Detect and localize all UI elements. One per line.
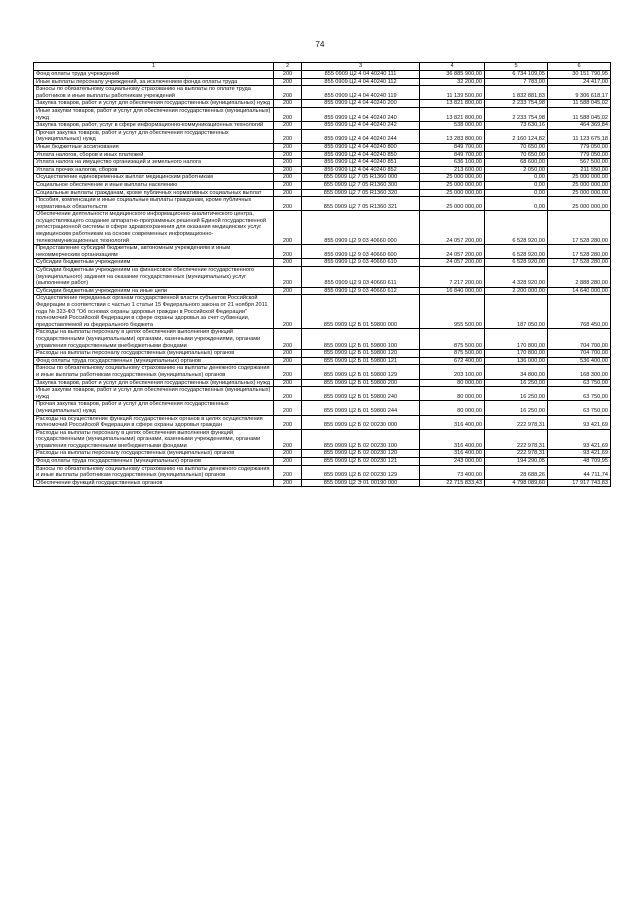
- row-name: Предоставление субсидий бюджетным, автономным учреждениям и иным некоммерческим организациям: [34, 245, 274, 259]
- header-col-1: 1: [34, 63, 274, 71]
- row-approved-amount: 875 500,00: [420, 350, 485, 358]
- table-row: [34, 379, 611, 387]
- row-approved-amount: 243 000,00: [420, 458, 485, 466]
- table-row: [34, 86, 611, 100]
- table-row: [34, 465, 611, 479]
- row-unexecuted-amount: 779 050,00: [548, 143, 611, 151]
- row-executed-amount: 222 978,31: [485, 450, 548, 458]
- table-row: [34, 78, 611, 86]
- table-row: [34, 401, 611, 415]
- row-approved-amount: 73 400,00: [420, 465, 485, 479]
- row-approved-amount: 849 700,00: [420, 151, 485, 159]
- row-name: Расходы на осуществление функций государственных органов в целях осуществления полномочий Российской Федерации в сфере охраны здоровья граждан: [34, 415, 274, 429]
- row-approved-amount: 24 057 200,00: [420, 245, 485, 259]
- row-line-code: 200: [274, 415, 302, 429]
- row-executed-amount: 70 650,00: [485, 151, 548, 159]
- row-approved-amount: 875 500,00: [420, 329, 485, 350]
- row-budget-code: 855 0909 Ц2 4 04 40240 119: [302, 86, 420, 100]
- row-line-code: 200: [274, 329, 302, 350]
- row-line-code: 200: [274, 71, 302, 79]
- row-budget-code: 855 0909 Ц2 9 03 40660 000: [302, 211, 420, 245]
- row-approved-amount: 7 217 200,00: [420, 267, 485, 288]
- table-row: [34, 245, 611, 259]
- table-row: [34, 365, 611, 379]
- row-budget-code: 855 0909 Ц2 4 04 40240 112: [302, 78, 420, 86]
- row-budget-code: 855 0909 Ц2 Э 01 00190 000: [302, 479, 420, 487]
- row-unexecuted-amount: 30 151 790,95: [548, 71, 611, 79]
- row-name: Расходы на выплаты персоналу в целях обеспечения выполнения функций государственными (муниципальными) органами, казенными учреждениями, органами управления государственными внебюджетными фондами: [34, 429, 274, 450]
- header-row: [34, 63, 611, 71]
- table-row: [34, 357, 611, 365]
- row-line-code: 200: [274, 387, 302, 401]
- row-line-code: 200: [274, 197, 302, 211]
- table-row: [34, 295, 611, 329]
- row-name: Закупка товаров, работ и услуг для обеспечения государственных (муниципальных) нужд: [34, 379, 274, 387]
- row-approved-amount: 316 400,00: [420, 415, 485, 429]
- row-budget-code: 855 0909 Ц2 Б 02 00230 100: [302, 429, 420, 450]
- row-unexecuted-amount: 768 450,00: [548, 295, 611, 329]
- table-row: [34, 71, 611, 79]
- row-name: Уплата налога на имущество организаций и земельного налога: [34, 159, 274, 167]
- row-name: Обеспечение деятельности медицинского информационно-аналитического центра, осуществляющего создание аппаратно-программных решений Единой государственной регистрационной системы в сфере здравоохранения для оказания медицинских услуг медицинским работникам на основе современных информационно-телекоммуникационных технологий: [34, 211, 274, 245]
- row-name: Прочая закупка товаров, работ и услуг для обеспечения государственных (муниципальных) нужд: [34, 401, 274, 415]
- row-approved-amount: 16 840 000,00: [420, 287, 485, 295]
- row-budget-code: 855 0909 Ц2 Б 02 00230 129: [302, 465, 420, 479]
- header-col-4: 4: [420, 63, 485, 71]
- row-unexecuted-amount: 17 528 280,00: [548, 245, 611, 259]
- row-line-code: 200: [274, 379, 302, 387]
- row-unexecuted-amount: 11 588 045,02: [548, 107, 611, 121]
- row-line-code: 200: [274, 166, 302, 174]
- row-budget-code: 855 0909 Ц2 Б 01 59800 200: [302, 379, 420, 387]
- row-line-code: 200: [274, 365, 302, 379]
- row-executed-amount: 16 250,00: [485, 387, 548, 401]
- row-executed-amount: 0,00: [485, 189, 548, 197]
- row-name: Уплата прочих налогов, сборов: [34, 166, 274, 174]
- row-executed-amount: 6 528 920,00: [485, 259, 548, 267]
- row-name: Социальные выплаты гражданам, кроме публичных нормативных социальных выплат: [34, 189, 274, 197]
- row-name: Иные выплаты персоналу учреждений, за исключением фонда оплаты труда: [34, 78, 274, 86]
- header-col-5: 5: [485, 63, 548, 71]
- row-line-code: 200: [274, 174, 302, 182]
- header-col-2: 2: [274, 63, 302, 71]
- row-line-code: 200: [274, 159, 302, 167]
- table-row: [34, 129, 611, 143]
- row-budget-code: 855 0909 Ц2 4 04 40240 200: [302, 100, 420, 108]
- row-executed-amount: 34 800,00: [485, 365, 548, 379]
- row-budget-code: 855 0909 Ц2 Б 01 59800 100: [302, 329, 420, 350]
- row-unexecuted-amount: 464 369,84: [548, 122, 611, 130]
- row-approved-amount: 22 715 833,43: [420, 479, 485, 487]
- row-line-code: 200: [274, 429, 302, 450]
- row-unexecuted-amount: 17 528 280,00: [548, 259, 611, 267]
- row-unexecuted-amount: 704 700,00: [548, 350, 611, 358]
- row-executed-amount: 0,00: [485, 197, 548, 211]
- row-name: Прочая закупка товаров, работ и услуг для обеспечения государственных (муниципальных) нужд: [34, 129, 274, 143]
- table-row: [34, 259, 611, 267]
- row-unexecuted-amount: 17 528 280,00: [548, 211, 611, 245]
- table-row: [34, 143, 611, 151]
- row-name: Взносы по обязательному социальному страхованию на выплаты денежного содержания и иные выплаты работникам государственных (муниципальных) органов: [34, 465, 274, 479]
- row-executed-amount: 0,00: [485, 181, 548, 189]
- table-row: [34, 174, 611, 182]
- row-line-code: 200: [274, 259, 302, 267]
- header-col-6: 6: [548, 63, 611, 71]
- row-approved-amount: 25 000 000,00: [420, 181, 485, 189]
- row-unexecuted-amount: 11 588 045,02: [548, 100, 611, 108]
- row-approved-amount: 316 400,00: [420, 450, 485, 458]
- row-unexecuted-amount: 25 000 000,00: [548, 181, 611, 189]
- row-approved-amount: 80 000,00: [420, 401, 485, 415]
- row-unexecuted-amount: 704 700,00: [548, 329, 611, 350]
- row-name: Социальное обеспечение и иные выплаты населению: [34, 181, 274, 189]
- row-unexecuted-amount: 44 711,74: [548, 465, 611, 479]
- row-name: Иные закупки товаров, работ и услуг для обеспечения государственных (муниципальных) нужд: [34, 107, 274, 121]
- row-budget-code: 855 0909 Ц2 Б 01 59800 120: [302, 350, 420, 358]
- row-approved-amount: 80 000,00: [420, 379, 485, 387]
- table-row: [34, 429, 611, 450]
- table-row: [34, 450, 611, 458]
- row-executed-amount: 222 978,31: [485, 415, 548, 429]
- table-body: [34, 71, 611, 487]
- row-unexecuted-amount: 93 421,69: [548, 429, 611, 450]
- row-budget-code: 855 0909 Ц2 Б 01 59800 244: [302, 401, 420, 415]
- row-name: Субсидии бюджетным учреждениям: [34, 259, 274, 267]
- row-line-code: 200: [274, 357, 302, 365]
- row-line-code: 200: [274, 458, 302, 466]
- row-executed-amount: 136 000,00: [485, 357, 548, 365]
- row-budget-code: 855 0909 Ц2 Б 01 59800 240: [302, 387, 420, 401]
- row-name: Фонд оплаты труда учреждений: [34, 71, 274, 79]
- row-unexecuted-amount: 63 750,00: [548, 379, 611, 387]
- row-name: Расходы на выплаты персоналу в целях обеспечения выполнения функций государственными (муниципальными) органами, казенными учреждениями, органами управления государственными внебюджетными фондами: [34, 329, 274, 350]
- row-executed-amount: 2 233 754,98: [485, 107, 548, 121]
- table-row: [34, 329, 611, 350]
- row-approved-amount: 25 000 000,00: [420, 197, 485, 211]
- row-approved-amount: 672 400,00: [420, 357, 485, 365]
- row-budget-code: 855 0909 Ц2 7 05 R1360 000: [302, 174, 420, 182]
- row-executed-amount: 170 800,00: [485, 350, 548, 358]
- row-budget-code: 855 0909 Ц2 Б 02 00230 121: [302, 458, 420, 466]
- table-row: [34, 107, 611, 121]
- row-executed-amount: 70 650,00: [485, 143, 548, 151]
- row-name: Закупка товаров, работ, услуг в сфере информационно-коммуникационных технологий: [34, 122, 274, 130]
- row-unexecuted-amount: 24 417,00: [548, 78, 611, 86]
- row-unexecuted-amount: 63 750,00: [548, 401, 611, 415]
- row-line-code: 200: [274, 189, 302, 197]
- row-line-code: 200: [274, 287, 302, 295]
- row-budget-code: 855 0909 Ц2 4 04 40240 244: [302, 129, 420, 143]
- row-name: Осуществление переданных органам государственной власти субъектов Российской Федерации в соответствии с частью 1 статьи 15 Федерального закона от 21 ноября 2011 года № 323-ФЗ "Об основах охраны здоровья граждан в Российской Федерации" полномочий Российской Федерации в сфере охраны здоровья за счет субвенции, предоставляемой из федерального бюджета: [34, 295, 274, 329]
- row-executed-amount: 2 233 754,98: [485, 100, 548, 108]
- row-budget-code: 855 0909 Ц2 Б 02 00230 000: [302, 415, 420, 429]
- row-budget-code: 855 0909 Ц2 7 05 R1360 320: [302, 189, 420, 197]
- row-line-code: 200: [274, 350, 302, 358]
- row-approved-amount: 25 000 000,00: [420, 174, 485, 182]
- row-budget-code: 855 0909 Ц2 4 04 40240 242: [302, 122, 420, 130]
- row-executed-amount: 0,00: [485, 174, 548, 182]
- row-executed-amount: 28 688,26: [485, 465, 548, 479]
- table-row: [34, 267, 611, 288]
- table-row: [34, 458, 611, 466]
- row-budget-code: 855 0909 Ц2 9 03 40660 610: [302, 259, 420, 267]
- row-approved-amount: 24 057 200,00: [420, 259, 485, 267]
- row-name: Осуществление единовременных выплат медицинским работникам: [34, 174, 274, 182]
- row-approved-amount: 955 500,00: [420, 295, 485, 329]
- row-approved-amount: 32 200,00: [420, 78, 485, 86]
- row-executed-amount: 222 978,31: [485, 429, 548, 450]
- table-row: [34, 189, 611, 197]
- row-line-code: 200: [274, 86, 302, 100]
- row-approved-amount: 80 000,00: [420, 387, 485, 401]
- table-row: [34, 287, 611, 295]
- budget-execution-table: [33, 62, 611, 487]
- table-row: [34, 479, 611, 487]
- row-unexecuted-amount: 14 640 000,00: [548, 287, 611, 295]
- row-line-code: 200: [274, 295, 302, 329]
- row-approved-amount: 13 821 800,00: [420, 107, 485, 121]
- row-unexecuted-amount: 2 888 280,00: [548, 267, 611, 288]
- row-approved-amount: 203 100,00: [420, 365, 485, 379]
- row-unexecuted-amount: 11 123 675,18: [548, 129, 611, 143]
- table-row: [34, 197, 611, 211]
- row-approved-amount: 24 057 200,00: [420, 211, 485, 245]
- row-name: Расходы на выплаты персоналу государственных (муниципальных) органов: [34, 350, 274, 358]
- table-row: [34, 159, 611, 167]
- row-name: Расходы на выплаты персоналу государственных (муниципальных) органов: [34, 450, 274, 458]
- row-budget-code: 855 0909 Ц2 Б 01 59800 129: [302, 365, 420, 379]
- row-line-code: 200: [274, 479, 302, 487]
- row-executed-amount: 2 160 124,82: [485, 129, 548, 143]
- row-unexecuted-amount: 25 000 000,00: [548, 189, 611, 197]
- row-line-code: 200: [274, 100, 302, 108]
- row-unexecuted-amount: 211 550,00: [548, 166, 611, 174]
- row-approved-amount: 13 821 800,00: [420, 100, 485, 108]
- row-budget-code: 855 0909 Ц2 9 03 40660 600: [302, 245, 420, 259]
- row-executed-amount: 170 800,00: [485, 329, 548, 350]
- row-line-code: 200: [274, 122, 302, 130]
- table-row: [34, 350, 611, 358]
- row-line-code: 200: [274, 450, 302, 458]
- row-unexecuted-amount: 93 421,69: [548, 450, 611, 458]
- row-name: Иные закупки товаров, работ и услуг для обеспечения государственных (муниципальных) нужд: [34, 387, 274, 401]
- row-budget-code: 855 0909 Ц2 4 04 40240 851: [302, 159, 420, 167]
- row-budget-code: 855 0909 Ц2 4 04 40240 240: [302, 107, 420, 121]
- row-executed-amount: 194 290,05: [485, 458, 548, 466]
- row-unexecuted-amount: 779 050,00: [548, 151, 611, 159]
- table-row: [34, 181, 611, 189]
- row-budget-code: 855 0909 Ц2 Б 01 59800 121: [302, 357, 420, 365]
- row-executed-amount: 6 734 109,05: [485, 71, 548, 79]
- table-row: [34, 100, 611, 108]
- row-budget-code: 855 0909 Ц2 4 04 40240 850: [302, 151, 420, 159]
- row-name: Субсидии бюджетным учреждениям на финансовое обеспечение государственного (муниципального) задания на оказание государственных (муниципальных) услуг (выполнение работ): [34, 267, 274, 288]
- row-approved-amount: 13 283 800,00: [420, 129, 485, 143]
- row-budget-code: 855 0909 Ц2 7 05 R1360 321: [302, 197, 420, 211]
- row-executed-amount: 73 630,16: [485, 122, 548, 130]
- row-line-code: 200: [274, 151, 302, 159]
- row-unexecuted-amount: 168 300,00: [548, 365, 611, 379]
- row-executed-amount: 7 783,00: [485, 78, 548, 86]
- row-budget-code: 855 0909 Ц2 Б 01 59800 000: [302, 295, 420, 329]
- table-row: [34, 122, 611, 130]
- table-row: [34, 166, 611, 174]
- row-approved-amount: 36 885 900,00: [420, 71, 485, 79]
- row-name: Обеспечение функций государственных органов: [34, 479, 274, 487]
- row-budget-code: 855 0909 Ц2 4 04 40240 800: [302, 143, 420, 151]
- row-line-code: 200: [274, 465, 302, 479]
- row-executed-amount: 6 528 920,00: [485, 211, 548, 245]
- row-name: Взносы по обязательному социальному страхованию на выплаты по оплате труда работников и иные выплаты работникам учреждений: [34, 86, 274, 100]
- table-row: [34, 211, 611, 245]
- row-executed-amount: 16 250,00: [485, 401, 548, 415]
- row-budget-code: 855 0909 Ц2 9 03 40660 611: [302, 267, 420, 288]
- row-budget-code: 855 0909 Ц2 9 03 40660 612: [302, 287, 420, 295]
- table-row: [34, 151, 611, 159]
- row-name: Взносы по обязательному социальному страхованию на выплаты денежного содержания и иные выплаты работникам государственных (муниципальных) органов: [34, 365, 274, 379]
- row-unexecuted-amount: 48 709,95: [548, 458, 611, 466]
- row-budget-code: 855 0909 Ц2 4 04 40240 852: [302, 166, 420, 174]
- header-col-3: 3: [302, 63, 420, 71]
- row-line-code: 200: [274, 181, 302, 189]
- row-executed-amount: 2 050,00: [485, 166, 548, 174]
- row-unexecuted-amount: 25 000 000,00: [548, 174, 611, 182]
- row-budget-code: 855 0909 Ц2 Б 02 00230 120: [302, 450, 420, 458]
- row-approved-amount: 11 139 500,00: [420, 86, 485, 100]
- row-line-code: 200: [274, 107, 302, 121]
- row-unexecuted-amount: 63 750,00: [548, 387, 611, 401]
- row-executed-amount: 68 600,00: [485, 159, 548, 167]
- row-line-code: 200: [274, 129, 302, 143]
- row-executed-amount: 16 250,00: [485, 379, 548, 387]
- row-executed-amount: 4 328 920,00: [485, 267, 548, 288]
- row-line-code: 200: [274, 267, 302, 288]
- row-unexecuted-amount: 25 000 000,00: [548, 197, 611, 211]
- row-name: Фонд оплаты труда государственных (муниципальных) органов: [34, 357, 274, 365]
- table-header: [34, 63, 611, 71]
- row-name: Пособия, компенсации и иные социальные выплаты гражданам, кроме публичных нормативных обязательств: [34, 197, 274, 211]
- row-unexecuted-amount: 536 400,00: [548, 357, 611, 365]
- row-name: Иные бюджетные ассигнования: [34, 143, 274, 151]
- row-executed-amount: 4 798 089,60: [485, 479, 548, 487]
- row-unexecuted-amount: 17 917 743,83: [548, 479, 611, 487]
- row-unexecuted-amount: 93 421,69: [548, 415, 611, 429]
- row-line-code: 200: [274, 143, 302, 151]
- row-name: Фонд оплаты труда государственных (муниципальных) органов: [34, 458, 274, 466]
- row-line-code: 200: [274, 211, 302, 245]
- row-approved-amount: 25 000 000,00: [420, 189, 485, 197]
- row-line-code: 200: [274, 401, 302, 415]
- table-row: [34, 415, 611, 429]
- row-name: Уплата налогов, сборов и иных платежей: [34, 151, 274, 159]
- row-line-code: 200: [274, 245, 302, 259]
- row-budget-code: 855 0909 Ц2 4 04 40240 111: [302, 71, 420, 79]
- row-name: Закупка товаров, работ и услуг для обеспечения государственных (муниципальных) нужд: [34, 100, 274, 108]
- row-executed-amount: 6 528 920,00: [485, 245, 548, 259]
- row-unexecuted-amount: 9 306 618,17: [548, 86, 611, 100]
- row-budget-code: 855 0909 Ц2 7 05 R1360 300: [302, 181, 420, 189]
- row-approved-amount: 538 000,00: [420, 122, 485, 130]
- row-line-code: 200: [274, 78, 302, 86]
- page-number: 74: [315, 40, 325, 49]
- row-executed-amount: 1 832 881,83: [485, 86, 548, 100]
- row-unexecuted-amount: 567 500,00: [548, 159, 611, 167]
- row-approved-amount: 636 100,00: [420, 159, 485, 167]
- row-executed-amount: 2 200 000,00: [485, 287, 548, 295]
- row-executed-amount: 187 050,00: [485, 295, 548, 329]
- table-row: [34, 387, 611, 401]
- row-approved-amount: 849 700,00: [420, 143, 485, 151]
- row-approved-amount: 316 400,00: [420, 429, 485, 450]
- row-approved-amount: 213 600,00: [420, 166, 485, 174]
- row-name: Субсидии бюджетным учреждениям на иные цели: [34, 287, 274, 295]
